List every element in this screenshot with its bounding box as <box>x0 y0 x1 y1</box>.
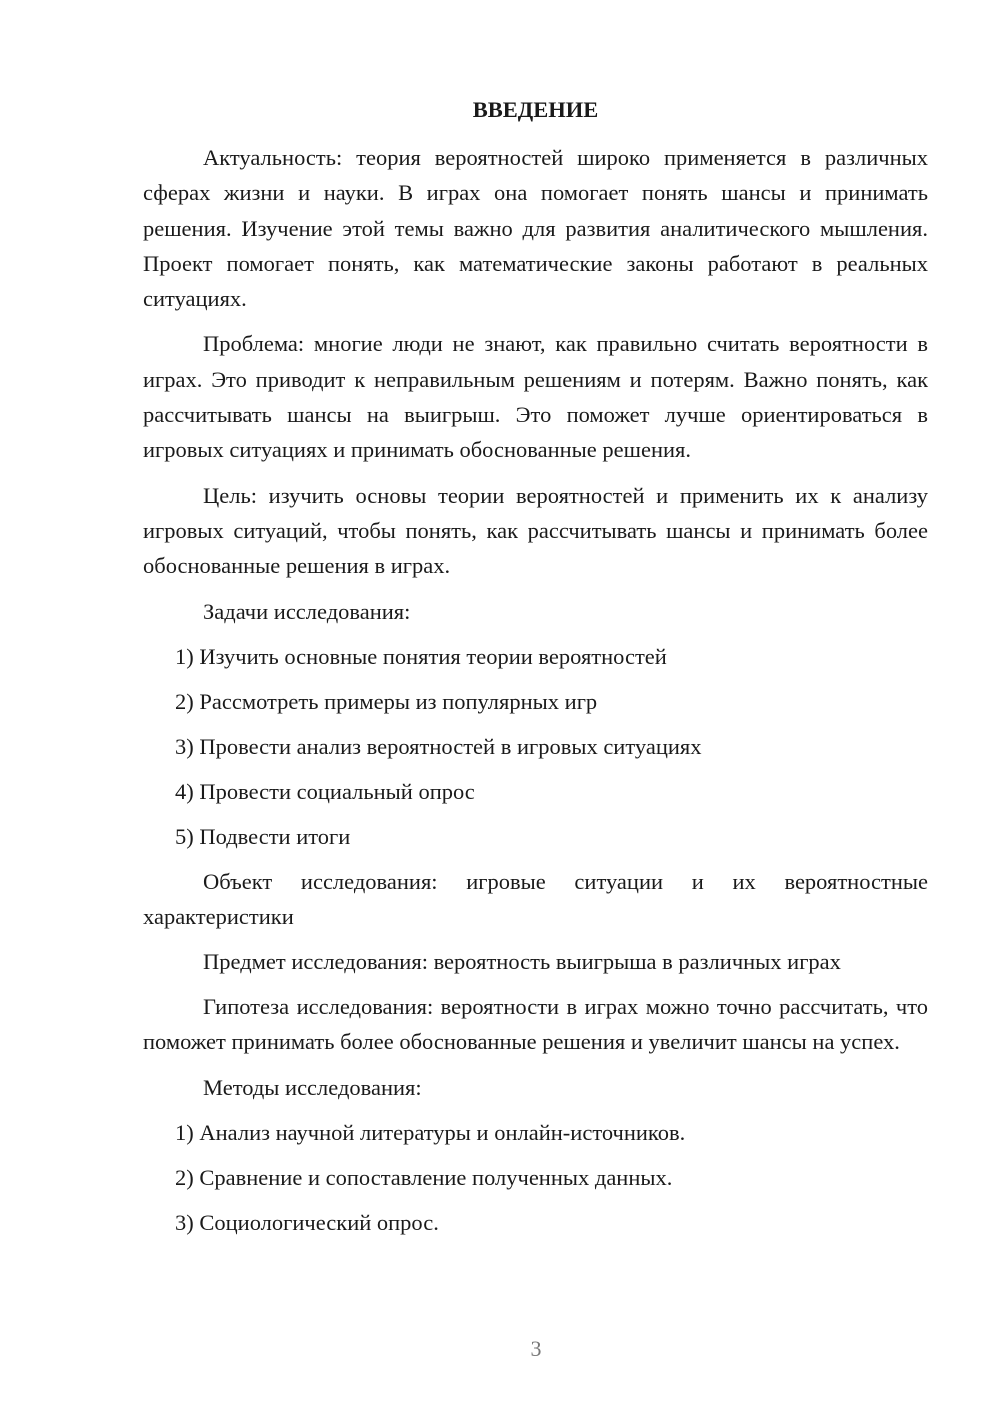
hypothesis-paragraph: Гипотеза исследования: вероятности в играх можно точно рассчитать, что поможет принимать более обоснованные решения и увеличит шансы на успех. <box>143 994 928 1055</box>
page-number: 3 <box>530 1336 542 1361</box>
section-title: ВВЕДЕНИЕ <box>472 97 599 122</box>
tasks-heading: Задачи исследования: <box>203 598 411 624</box>
list-item: 3) Социологический опрос. <box>175 1209 439 1235</box>
problem-paragraph: Проблема: многие люди не знают, как правильно считать вероятности в играх. Это приводит к неправильным решениям и потерям. Важно понять, как рассчитывать шансы на выигрыш. Это поможет лучше ориентироваться в игровых ситуациях и принимать обоснованные решения. <box>143 331 928 463</box>
list-item: 2) Сравнение и сопоставление полученных данных. <box>175 1164 673 1190</box>
methods-list <box>143 1115 928 1240</box>
list-item: 5) Подвести итоги <box>175 823 351 849</box>
tasks-list <box>143 639 928 854</box>
list-item: 1) Анализ научной литературы и онлайн-источников. <box>175 1119 686 1145</box>
object-paragraph: Объект исследования: игровые ситуации и их вероятностные характеристики <box>143 868 928 929</box>
list-item: 1) Изучить основные понятия теории вероятностей <box>175 643 667 669</box>
page-content <box>143 92 928 1250</box>
goal-paragraph: Цель: изучить основы теории вероятностей и применить их к анализу игровых ситуаций, чтобы понять, как рассчитывать шансы и принимать более обоснованные решения в играх. <box>143 482 928 579</box>
list-item: 4) Провести социальный опрос <box>175 778 475 804</box>
relevance-paragraph: Актуальность: теория вероятностей широко применяется в различных сферах жизни и науки. В играх она помогает понять шансы и принимать решения. Изучение этой темы важно для развития аналитического мышления. Проект помогает понять, как математические законы работают в реальных ситуациях. <box>143 145 928 312</box>
list-item: 2) Рассмотреть примеры из популярных игр <box>175 688 598 714</box>
subject-paragraph: Предмет исследования: вероятность выигрыша в различных играх <box>203 949 841 975</box>
list-item: 3) Провести анализ вероятностей в игровых ситуациях <box>175 733 702 759</box>
methods-heading: Методы исследования: <box>203 1074 422 1100</box>
